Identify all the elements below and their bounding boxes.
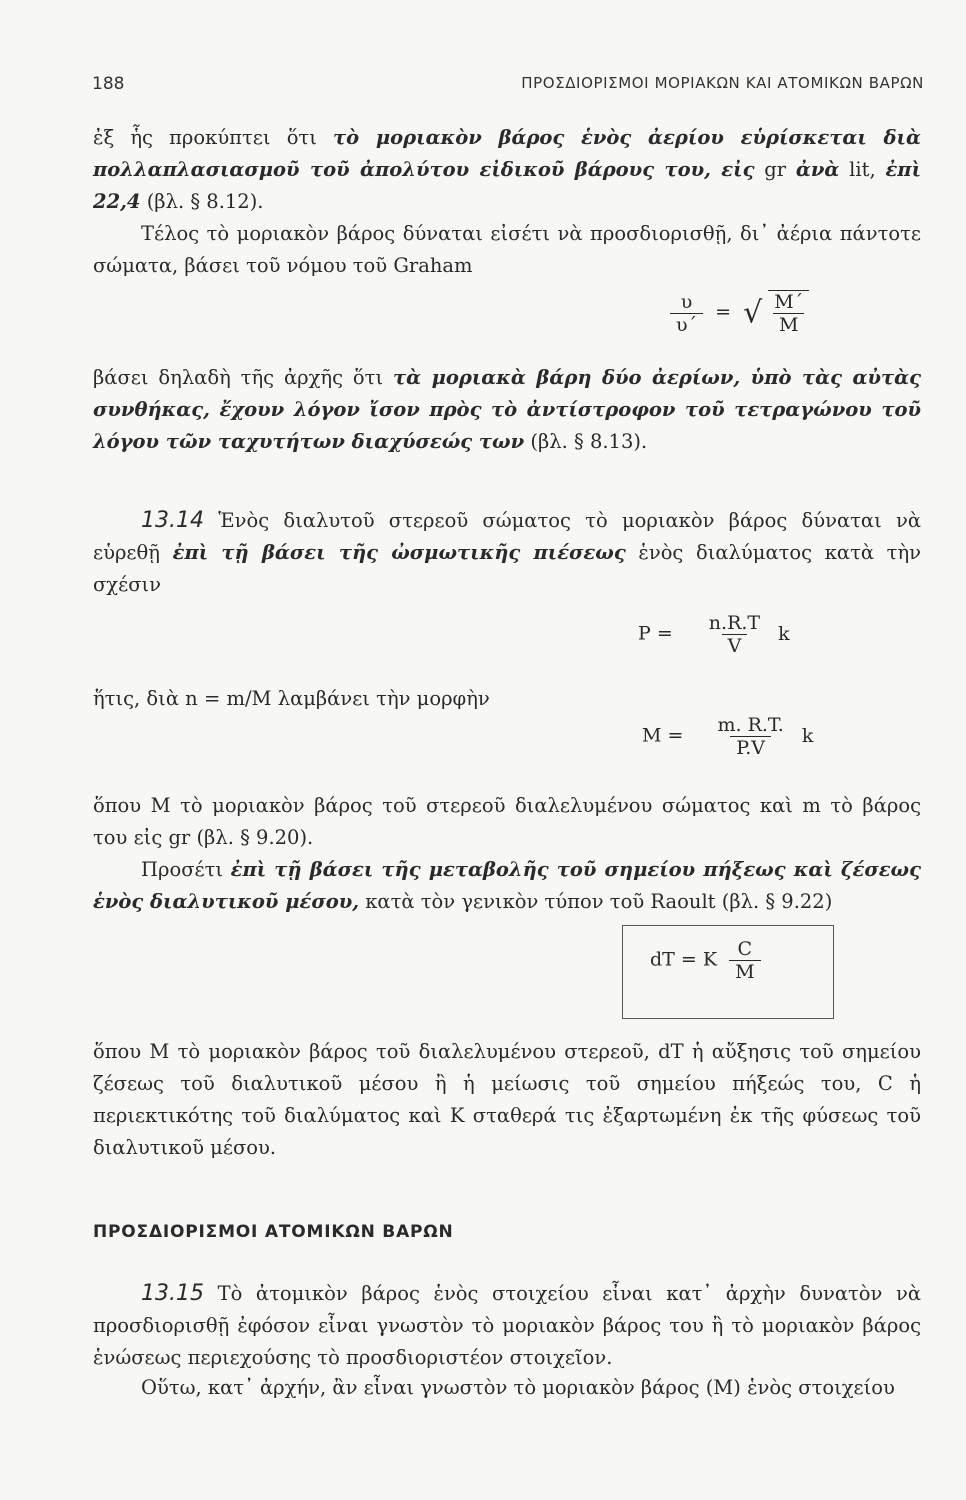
text-span: Ἑνὸς διαλυτοῦ στερεοῦ σώματος τὸ μοριακὸν βάρος δύναται νὰ εὑρεθῇ: [93, 509, 921, 564]
text-span: Τὸ ἀτομικὸν βάρος ἑνὸς στοιχείου εἶναι κατ᾽ ἀρχὴν δυνατὸν νὰ προσδιορισθῇ ἐφόσον εἶναι γνωστὸν τὸ μοριακὸν βάρος του ἢ τὸ μοριακὸν βάρος ἑνώσεως περιεχούσης τὸ προσδιοριστέον στοιχεῖον.: [93, 1282, 921, 1369]
paragraph-substitution: [93, 683, 921, 715]
emphasis-span: ἐπὶ τῇ βάσει τῆς ὠσμωτικῆς πιέσεως: [172, 541, 626, 564]
molecular-weight-osmotic-formula: [642, 714, 813, 759]
paragraph-where-m: [93, 790, 921, 854]
emphasis-span: τὰ μοριακὰ βάρη δύο ἀερίων, ὑπὸ τὰς αὐτὰς συνθήκας, ἔχουν λόγον ἴσον πρὸς τὸ ἀντίστροφον τοῦ τετραγώνου τοῦ λόγου τῶν ταχυτήτων διαχύσεώς των: [93, 366, 922, 453]
running-head: ΠΡΟΣΔΙΟΡΙΣΜΟΙ ΜΟΡΙΑΚΩΝ ΚΑΙ ΑΤΟΜΙΚΩΝ ΒΑΡΩΝ: [521, 74, 924, 92]
section-number: 13.15: [141, 1281, 204, 1306]
paragraph-graham-principle: [93, 362, 921, 458]
text-span: ὅπου M τὸ μοριακὸν βάρος τοῦ στερεοῦ διαλελυμένου σώματος καὶ m τὸ βάρος του εἰς gr (βλ. § 9.20).: [93, 794, 921, 849]
paragraph-molecular-weight-density: [93, 122, 921, 218]
denominator: M: [773, 313, 804, 336]
denominator: V: [722, 634, 748, 657]
text-span: ὅπου M τὸ μοριακὸν βάρος τοῦ διαλελυμένου στερεοῦ, dT ἡ αὔξησις τοῦ σημείου ζέσεως τοῦ διαλυτικοῦ μέσου ἢ ἡ μείωσις τοῦ σημείου πήξεώς του, C ἡ περιεκτικότης τοῦ διαλύματος καὶ K σταθερά τις ἐξαρτωμένη ἐκ τῆς φύσεως τοῦ διαλυτικοῦ μέσου.: [93, 1040, 921, 1159]
text-span: lit,: [839, 158, 886, 181]
text-span: (βλ. § 8.13).: [524, 430, 648, 453]
text-span: βάσει δηλαδὴ τῆς ἀρχῆς ὅτι: [93, 366, 393, 389]
numerator: C: [737, 938, 753, 960]
denominator: M: [729, 960, 760, 983]
denominator: υ΄: [670, 313, 703, 336]
section-13-15: [93, 1278, 921, 1374]
fraction-masses: [768, 290, 809, 336]
numerator: m. R.T.: [717, 714, 784, 736]
numerator: υ: [680, 290, 693, 313]
text-span: κατὰ τὸν γενικὸν τύπον τοῦ Raoult (βλ. § 9.22): [359, 890, 833, 913]
paragraph-final: [93, 1372, 921, 1404]
denominator: P.V: [730, 736, 771, 759]
formula-lhs: M =: [642, 724, 684, 747]
fraction-velocities: [670, 291, 703, 336]
constant-k: k: [778, 622, 790, 645]
section-number: 13.14: [141, 508, 204, 533]
text-span: ἥτις, διὰ n = m/M λαμβάνει τὴν μορφὴν: [93, 687, 490, 710]
formula-lhs: P =: [638, 622, 673, 645]
text-span: Οὕτω, κατ᾽ ἀρχήν, ἂν εἶναι γνωστὸν τὸ μοριακὸν βάρος (M) ἑνὸς στοιχείου: [141, 1376, 895, 1399]
text-span: gr: [754, 158, 796, 181]
formula-lhs: dT = K: [650, 948, 718, 971]
fraction: [711, 714, 789, 759]
text-span: Τέλος τὸ μοριακὸν βάρος δύναται εἰσέτι νὰ προσδιορισθῇ, δι᾽ ἀέρια πάντοτε σώματα, βάσει τοῦ νόμου τοῦ Graham: [93, 222, 921, 277]
numerator: n.R.T: [708, 612, 761, 634]
page-number: 188: [92, 74, 125, 94]
paragraph-raoult-intro: [93, 854, 921, 918]
equals-sign: =: [715, 301, 732, 323]
paragraph-graham-intro: [93, 218, 921, 282]
numerator: M΄: [774, 291, 804, 313]
emphasis-span: ἀνὰ: [795, 158, 840, 181]
sqrt-sign: √: [743, 295, 763, 331]
emphasis-span: ἐπὶ 22,4: [93, 158, 922, 213]
page-header: [92, 74, 924, 100]
fraction: [703, 612, 766, 657]
constant-k: k: [801, 724, 814, 747]
section-heading: ΠΡΟΣΔΙΟΡΙΣΜΟΙ ΑΤΟΜΙΚΩΝ ΒΑΡΩΝ: [93, 1222, 454, 1242]
fraction: [729, 938, 760, 983]
osmotic-pressure-formula: [638, 612, 790, 657]
text-span: ἑνὸς διαλύματος κατὰ τὴν σχέσιν: [93, 541, 921, 596]
emphasis-span: τὸ μοριακὸν βάρος ἑνὸς ἀερίου εὑρίσκεται διὰ πολλαπλασιασμοῦ τοῦ ἀπολύτου εἰδικοῦ βάρους του, εἰς: [93, 126, 921, 181]
text-span: (βλ. § 8.12).: [140, 190, 264, 213]
section-13-14: [93, 505, 921, 601]
graham-law-formula: [670, 290, 809, 336]
text-span: ἐξ ἧς προκύπτει ὅτι: [93, 126, 334, 149]
text-span: Προσέτι: [141, 858, 231, 881]
paragraph-raoult-definitions: [93, 1036, 921, 1164]
emphasis-span: ἐπὶ τῇ βάσει τῆς μεταβολῆς τοῦ σημείου πήξεως καὶ ζέσεως ἑνὸς διαλυτικοῦ μέσου,: [93, 858, 921, 913]
raoult-formula: [650, 938, 761, 983]
